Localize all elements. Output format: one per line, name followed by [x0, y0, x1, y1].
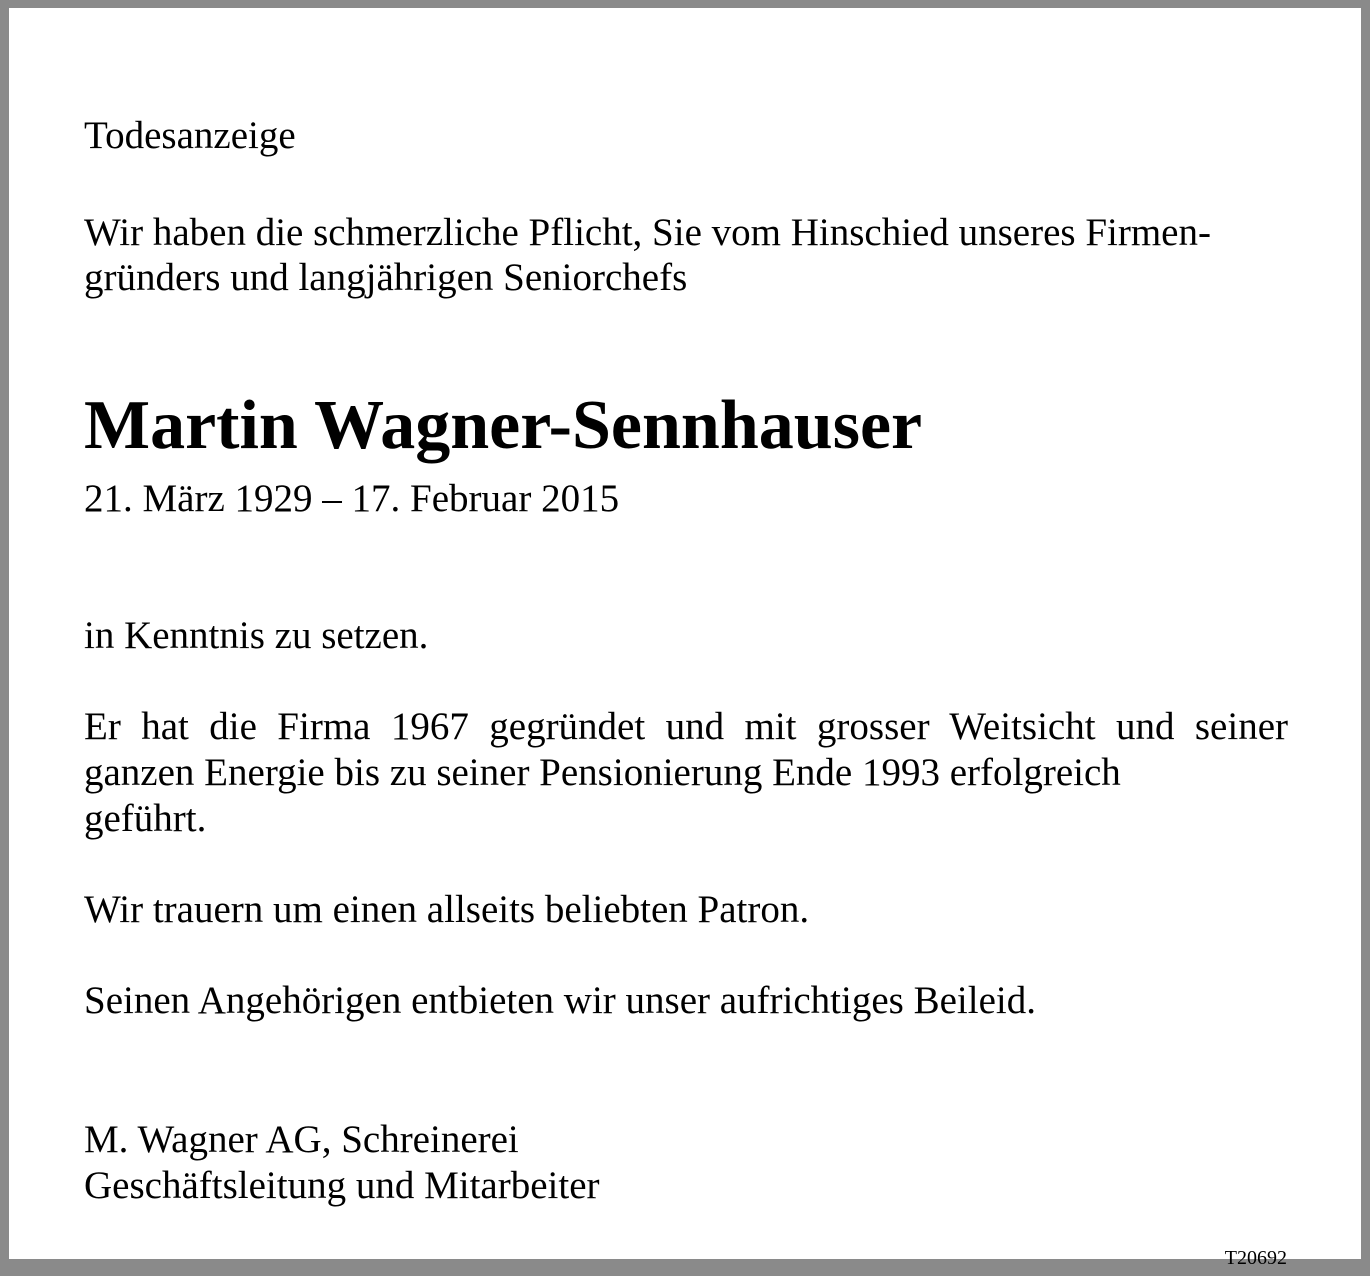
deceased-name: Martin Wagner-Sennhauser	[84, 387, 923, 464]
intro-line-1: Wir haben die schmerzliche Pflicht, Sie vom Hinschied unseres Firmen-	[84, 211, 1211, 254]
paragraph-1-line-3: geführt.	[84, 797, 207, 840]
paragraph-1-line-1: Er hat die Firma 1967 gegründet und mit grosser Weitsicht und seiner	[84, 705, 1288, 748]
paragraph-1-line-2: ganzen Energie bis zu seiner Pensionierung Ende 1993 erfolgreich	[84, 751, 1121, 794]
intro-end: in Kenntnis zu setzen.	[84, 614, 429, 657]
notice-heading: Todesanzeige	[84, 114, 296, 157]
reference-code: T20692	[1224, 1247, 1287, 1269]
signature-line-2: Geschäftsleitung und Mitarbeiter	[84, 1164, 600, 1207]
life-dates: 21. März 1929 – 17. Februar 2015	[84, 477, 620, 520]
paragraph-2: Wir trauern um einen allseits beliebten Patron.	[84, 888, 810, 931]
intro-line-2: gründers und langjährigen Seniorchefs	[84, 256, 688, 299]
paragraph-3: Seinen Angehörigen entbieten wir unser aufrichtiges Beileid.	[84, 979, 1036, 1022]
signature-line-1: M. Wagner AG, Schreinerei	[84, 1118, 519, 1161]
